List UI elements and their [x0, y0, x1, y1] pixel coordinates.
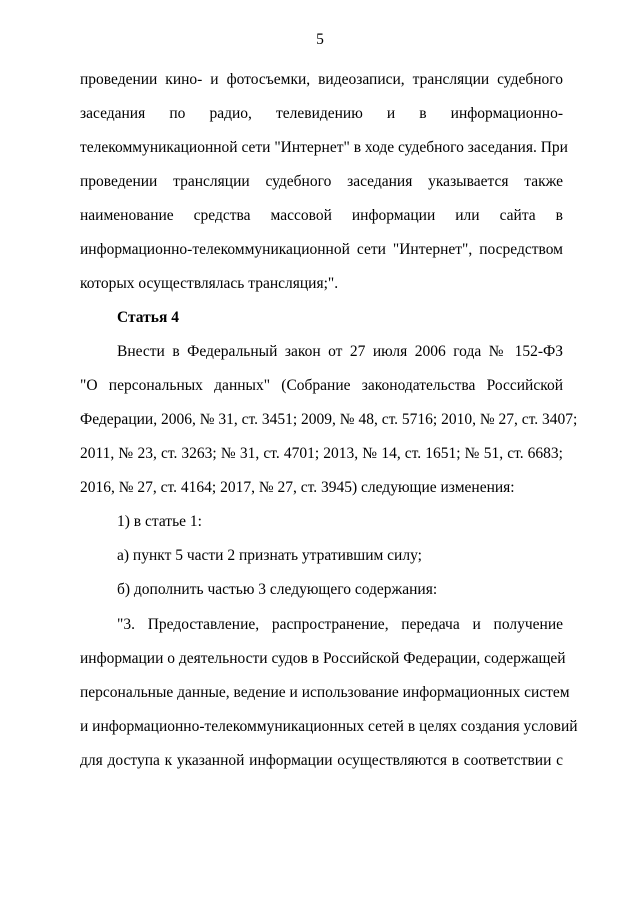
text-line: 2016, № 27, ст. 4164; 2017, № 27, ст. 3945) следующие изменения:: [80, 479, 515, 496]
text-line: информации о деятельности судов в Российской Федерации, содержащей: [80, 650, 566, 667]
text-line: проведении трансляции судебного заседания указывается также: [80, 173, 563, 190]
text-line: информационно-телекоммуникационной сети "Интернет", посредством: [80, 241, 563, 258]
text-line: "О персональных данных" (Собрание законодательства Российской: [80, 377, 563, 394]
list-item: 1) в статье 1:: [117, 513, 202, 530]
list-item: а) пункт 5 части 2 признать утратившим силу;: [117, 547, 422, 564]
text-line: персональные данные, ведение и использование информационных систем: [80, 684, 570, 701]
text-line: Федерации, 2006, № 31, ст. 3451; 2009, № 48, ст. 5716; 2010, № 27, ст. 3407;: [80, 411, 578, 428]
text-line: телекоммуникационной сети "Интернет" в ходе судебного заседания. При: [80, 139, 568, 156]
text-line: "3. Предоставление, распространение, передача и получение: [117, 616, 563, 633]
text-line: 2011, № 23, ст. 3263; № 31, ст. 4701; 2013, № 14, ст. 1651; № 51, ст. 6683;: [80, 445, 563, 462]
text-line: наименование средства массовой информации или сайта в: [80, 207, 563, 224]
page-number: 5: [316, 31, 324, 48]
article-heading: Статья 4: [117, 309, 179, 326]
text-line: заседания по радио, телевидению и в информационно-: [80, 105, 563, 122]
text-line: для доступа к указанной информации осуществляются в соответствии с: [80, 752, 563, 769]
text-line: которых осуществлялась трансляция;".: [80, 275, 339, 292]
text-line: проведении кино- и фотосъемки, видеозаписи, трансляции судебного: [80, 71, 563, 88]
text-line: и информационно-телекоммуникационных сетей в целях создания условий: [80, 718, 578, 735]
text-line: Внести в Федеральный закон от 27 июля 2006 года № 152-ФЗ: [117, 343, 563, 360]
list-item: б) дополнить частью 3 следующего содержания:: [117, 581, 438, 598]
